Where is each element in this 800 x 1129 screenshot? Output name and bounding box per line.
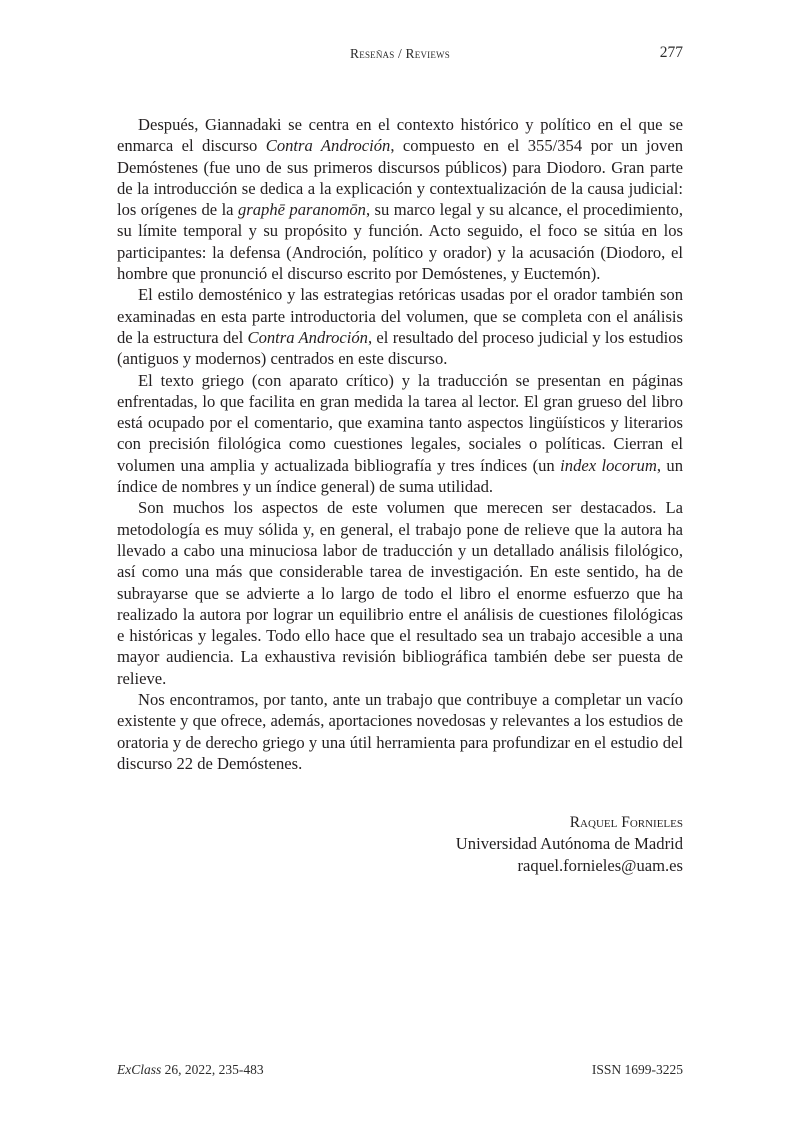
italic-term-graphe-paranomon: graphē paranomōn — [237, 200, 366, 220]
text-segment: Después, Giannadaki se centra en el contexto histórico y político en el que se enmarca el discurso — [117, 115, 683, 156]
review-body — [117, 114, 683, 774]
italic-title-contra-androcion: Contra Androción — [247, 327, 368, 347]
text-segment: Son muchos los aspectos de este volumen que merecen ser destacados. La metodología es muy sólida y, en general, el trabajo pone de relieve que la autora ha llevado a cabo una minuciosa labor de traducción y un detallado análisis filológico, así como una más que considerable tarea de investigación. En este sentido, ha de subrayarse que se advierte a lo largo de todo el libro el enorme esfuerzo que ha realizado la autora por lograr un equilibrio entre el análisis de cuestiones filológicas e históricas y legales. Todo ello hace que el resultado sea un trabajo accesible a una mayor audiencia. La exhaustiva revisión bibliográfica también debe ser puesta de relieve. — [117, 498, 683, 688]
volume-year-pages: 26, 2022, 235-483 — [161, 1062, 264, 1077]
text-segment: Nos encontramos, por tanto, ante un trabajo que contribuye a completar un vacío existente y que ofrece, además, aportaciones novedosas y relevantes a los estudios de oratoria y de derecho griego y una útil herramienta para profundizar en el estudio del discurso 22 de Demóstenes. — [117, 690, 683, 773]
text-segment: , un índice de nombres y un índice general) de suma utilidad. — [117, 455, 683, 497]
reviewer-name: Raquel Fornieles — [569, 814, 683, 831]
text-segment: El texto griego (con aparato crítico) y la traducción se presentan en páginas enfrentadas, lo que facilita en gran medida la tarea al lector. El gran grueso del libro está ocupado por el comentario, que examina tanto aspectos lingüísticos y literarios con precisión filológica como cuestiones legales, sociales o políticas. Cierran el volumen una amplia y actualizada bibliografía y tres índices (un — [117, 370, 683, 475]
reviewer-signature — [456, 812, 683, 876]
italic-term-index-locorum: index locorum — [560, 455, 657, 475]
paragraph-1 — [117, 114, 683, 284]
journal-citation — [117, 1062, 264, 1078]
running-title: Reseñas / Reviews — [350, 46, 450, 61]
text-segment: , compuesto en el 355/354 por un joven Demóstenes (fue uno de sus primeros discursos públicos) para Diodoro. Gran parte de la introducción se dedica a la explicación y contextualización de la causa judicial: los orígenes de la — [117, 136, 683, 220]
text-segment: El estilo demosténico y las estrategias retóricas usadas por el orador también son examinadas en esta parte introductoria del volumen, que se completa con el análisis de la estructura del — [117, 285, 683, 347]
text-segment: , su marco legal y su alcance, el procedimiento, su límite temporal y su propósito y función. Acto seguido, el foco se sitúa en los participantes: la defensa (Androción, político y orador) y la acusación (Diodoro, el hombre que pronunció el discurso escrito por Demóstenes, y Euctemón). — [117, 200, 684, 284]
paragraph-2 — [117, 284, 683, 369]
page-number: 277 — [659, 44, 683, 61]
text-segment: , el resultado del proceso judicial y los estudios (antiguos y modernos) centrados en este discurso. — [117, 327, 683, 369]
running-head — [117, 46, 683, 66]
paragraph-4 — [117, 497, 683, 689]
reviewer-email[interactable]: raquel.fornieles@uam.es — [517, 855, 683, 875]
paragraph-3 — [117, 370, 683, 498]
reviewer-affiliation: Universidad Autónoma de Madrid — [455, 834, 683, 854]
journal-name: ExClass — [117, 1062, 162, 1077]
italic-title-contra-androcion: Contra Androción — [265, 136, 391, 156]
issn: ISSN 1699-3225 — [591, 1062, 683, 1077]
paragraph-5 — [117, 689, 683, 774]
